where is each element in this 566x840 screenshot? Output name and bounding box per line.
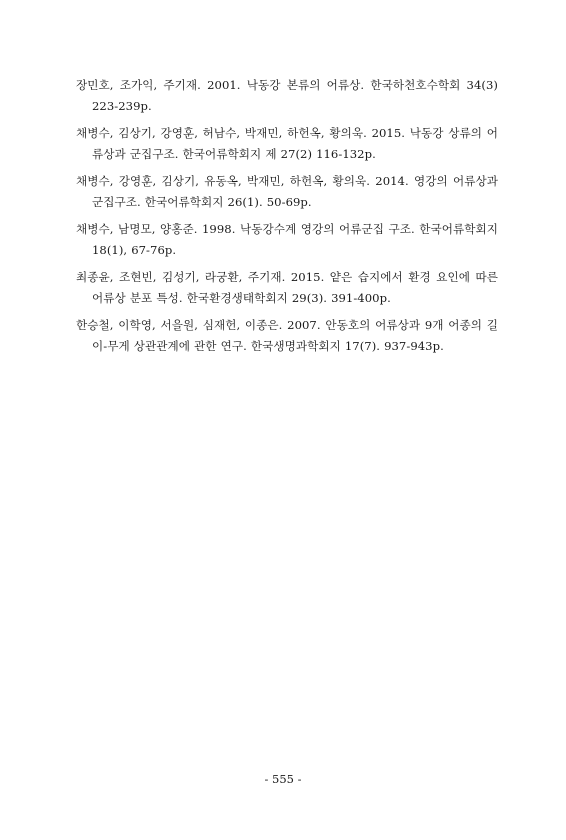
reference-entry: 채병수, 강영훈, 김상기, 유동옥, 박재민, 하헌옥, 황의욱. 2014. 영강의 어류상과 군집구조. 한국어류학회지 26(1). 50-69p.: [76, 174, 498, 209]
page-number: - 555 -: [264, 772, 302, 786]
reference-list: [76, 75, 498, 363]
reference-entry: 한승철, 이학영, 서을원, 심재헌, 이종은. 2007. 안동호의 어류상과 9개 어종의 길이-무게 상관관계에 관한 연구. 한국생명과학회지 17(7). 937-943p.: [76, 318, 498, 353]
reference-entry: 채병수, 남명모, 양홍준. 1998. 낙동강수계 영강의 어류군집 구조. 한국어류학회지 18(1), 67-76p.: [76, 222, 498, 257]
reference-entry: 채병수, 김상기, 강영훈, 허남수, 박재민, 하헌옥, 황의욱. 2015. 낙동강 상류의 어류상과 군집구조. 한국어류학회지 제 27(2) 116-132p.: [76, 126, 498, 161]
reference-entry: 최종윤, 조현빈, 김성기, 라궁환, 주기재. 2015. 얕은 습지에서 환경 요인에 따른 어류상 분포 특성. 한국환경생태학회지 29(3). 391-400p.: [76, 270, 498, 305]
reference-entry: 장민호, 조가익, 주기재. 2001. 낙동강 본류의 어류상. 한국하천호수학회 34(3) 223-239p.: [76, 78, 498, 113]
